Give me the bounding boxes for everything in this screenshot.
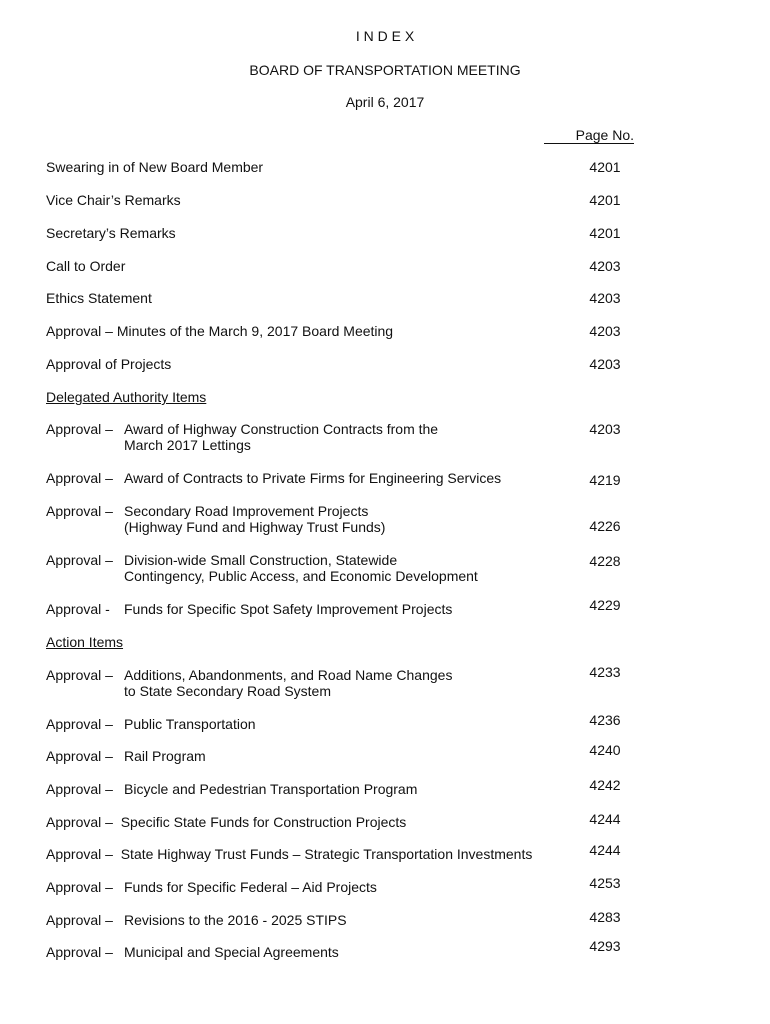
item-page: 4283 [589, 909, 621, 925]
item-label: Approval – [46, 716, 113, 732]
item-page: 4228 [589, 553, 621, 569]
item-label: Approval – [46, 470, 113, 486]
item-label: Approval – [46, 944, 113, 960]
index-title: I N D E X [355, 28, 415, 44]
item-page: 4236 [589, 712, 621, 728]
item-page: 4240 [589, 742, 621, 758]
entry-text: Vice Chair’s Remarks [46, 192, 181, 208]
item-page: 4229 [589, 597, 621, 613]
item-page: 4293 [589, 938, 621, 954]
page-no-header: Page No. [544, 127, 634, 144]
entry-page: 4203 [589, 258, 621, 274]
item-page: 4242 [589, 777, 621, 793]
item-desc: Award of Highway Construction Contracts from the [124, 421, 439, 437]
item-desc: Secondary Road Improvement Projects [124, 503, 369, 519]
item-desc: Municipal and Special Agreements [124, 944, 339, 960]
entry-page: 4201 [589, 225, 621, 241]
item-desc-cont: March 2017 Lettings [124, 437, 251, 453]
item-label: Approval - [46, 601, 110, 617]
entry-page: 4201 [589, 192, 621, 208]
entry-text: Swearing in of New Board Member [46, 159, 264, 175]
item-full: Approval – State Highway Trust Funds – Strategic Transportation Investments [46, 846, 533, 862]
item-desc-cont: (Highway Fund and Highway Trust Funds) [124, 519, 386, 535]
item-label: Approval – [46, 503, 113, 519]
item-page: 4253 [589, 875, 621, 891]
item-desc: Public Transportation [124, 716, 256, 732]
item-desc: Award of Contracts to Private Firms for Engineering Services [124, 470, 502, 486]
item-label: Approval – [46, 912, 113, 928]
item-full: Approval – Specific State Funds for Construction Projects [46, 814, 407, 830]
item-desc-cont: to State Secondary Road System [124, 683, 331, 699]
section-heading-action: Action Items [46, 634, 124, 650]
item-desc: Rail Program [124, 748, 206, 764]
entry-text: Ethics Statement [46, 290, 152, 306]
item-page: 4233 [589, 664, 621, 680]
entry-text: Approval – Minutes of the March 9, 2017 Board Meeting [46, 323, 394, 339]
entry-page: 4203 [589, 323, 621, 339]
item-desc: Revisions to the 2016 - 2025 STIPS [124, 912, 347, 928]
item-page: 4244 [589, 842, 621, 858]
item-desc: Bicycle and Pedestrian Transportation Program [124, 781, 418, 797]
item-page: 4219 [589, 472, 621, 488]
item-desc-cont: Contingency, Public Access, and Economic Development [124, 568, 478, 584]
entry-text: Secretary’s Remarks [46, 225, 176, 241]
item-desc: Division-wide Small Construction, Statewide [124, 552, 398, 568]
item-desc: Additions, Abandonments, and Road Name Changes [124, 667, 453, 683]
item-desc: Funds for Specific Spot Safety Improvement Projects [124, 601, 453, 617]
item-label: Approval – [46, 421, 113, 437]
item-page: 4244 [589, 811, 621, 827]
section-heading-delegated: Delegated Authority Items [46, 389, 207, 405]
item-page: 4203 [589, 421, 621, 437]
entry-page: 4203 [589, 356, 621, 372]
item-desc: Funds for Specific Federal – Aid Projects [124, 879, 377, 895]
entry-page: 4201 [589, 159, 621, 175]
item-label: Approval – [46, 748, 113, 764]
entry-text: Approval of Projects [46, 356, 172, 372]
meeting-date: April 6, 2017 [345, 94, 425, 110]
item-label: Approval – [46, 667, 113, 683]
item-label: Approval – [46, 552, 113, 568]
item-label: Approval – [46, 879, 113, 895]
board-title: BOARD OF TRANSPORTATION MEETING [249, 62, 521, 78]
item-label: Approval – [46, 781, 113, 797]
entry-page: 4203 [589, 290, 621, 306]
item-page: 4226 [589, 518, 621, 534]
entry-text: Call to Order [46, 258, 126, 274]
